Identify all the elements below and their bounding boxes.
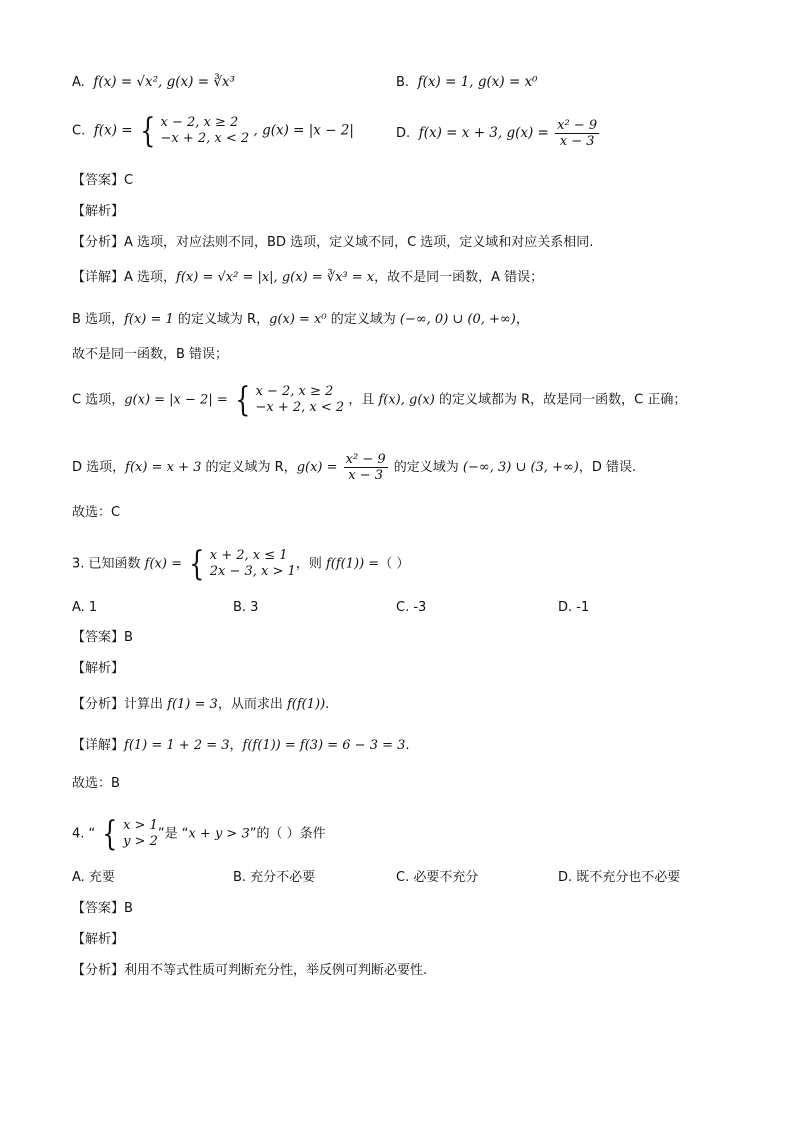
q3-option-b: B. 3: [233, 600, 259, 615]
option-letter: A.: [72, 75, 85, 90]
inequality-system: { x > 1 y > 2: [102, 814, 158, 854]
answer-value: B: [124, 630, 133, 645]
analysis-summary: 【分析】利用不等式性质可判断充分性，举反例可判断必要性.: [72, 963, 428, 978]
q2-option-d: [396, 118, 601, 149]
final-choice: 故选：C: [72, 505, 121, 520]
answer-line: [72, 171, 133, 191]
analysis-heading: 【解析】: [72, 932, 125, 947]
answer-line: 【答案】B: [72, 630, 133, 645]
analysis-heading: 【解析】: [72, 204, 125, 219]
detail-line-4: C 选项，g(x) = |x − 2| = { x − 2, x ≥ 2 −x + 2, x < 2 ，且 f(x), g(x) 的定义域都为 R，故是同一函数，C 正确；: [72, 380, 687, 420]
fraction: $\frac{\text{x² − 9}}{x - 3}$: [345, 452, 386, 483]
fenxi-text: A 选项，对应法则不同，BD 选项，定义域不同，C 选项，定义域和对应关系相同.: [124, 235, 594, 250]
q4-option-c: C. 必要不充分: [396, 870, 479, 885]
option-expression: f(x) = x + 3, g(x) =: [418, 125, 549, 141]
option-letter: C.: [72, 123, 86, 139]
q3-option-d: D. -1: [558, 600, 590, 615]
detail-line-3: 故不是同一函数，B 错误；: [72, 347, 229, 362]
answer-value: C: [124, 173, 134, 188]
q4-option-a: A. 充要: [72, 870, 115, 885]
analysis-summary: [72, 233, 593, 253]
detail-line-5: D 选项，f(x) = x + 3 的定义域为 R，g(x) = $\frac{\text{x² − 9}}{x - 3}$ 的定义域为 (−∞, 3) ∪ (3, +∞)，D 错误.: [72, 452, 637, 483]
detail-line-1: 【详解】A 选项，f(x) = √x² = |x|, g(x) = ∛x³ = x，故不是同一函数，A 错误；: [72, 270, 544, 285]
q3-option-c: C. -3: [396, 600, 427, 615]
piecewise-function: { x − 2, x ≥ 2 −x + 2, x < 2: [140, 111, 250, 151]
answer-label: 【答案】: [72, 173, 125, 188]
question-3-stem: 3. 已知函数 f(x) = { x + 2, x ≤ 1 2x − 3, x > 1 ，则 f(f(1)) =（ ）: [72, 544, 410, 584]
detail-line-2: B 选项，f(x) = 1 的定义域为 R，g(x) = x⁰ 的定义域为 (−∞, 0) ∪ (0, +∞)，: [72, 312, 529, 327]
analysis-heading: 【解析】: [72, 661, 125, 676]
q2-option-b: [396, 72, 538, 93]
answer-value: B: [124, 901, 133, 916]
final-choice: 故选：B: [72, 776, 120, 791]
answer-line: 【答案】B: [72, 901, 133, 916]
fenxi-label: 【分析】: [72, 235, 125, 250]
q4-option-b: B. 充分不必要: [233, 870, 316, 885]
q3-option-a: A. 1: [72, 600, 98, 615]
q4-option-d: D. 既不充分也不必要: [558, 870, 681, 885]
q2-option-c: [72, 111, 354, 151]
option-expression: f(x) = 1, g(x) = x⁰: [417, 74, 538, 90]
option-expression-tail: , g(x) = |x − 2|: [253, 122, 354, 139]
fraction: $\frac{\text{x² − 9}}{x - 3}$: [557, 118, 598, 149]
option-letter: B.: [396, 75, 410, 90]
analysis-summary: 【分析】计算出 f(1) = 3，从而求出 f(f(1)).: [72, 697, 330, 712]
piecewise-function: { x − 2, x ≥ 2 −x + 2, x < 2: [235, 380, 345, 420]
q2-option-a: [72, 72, 235, 93]
option-expression: f(x) =: [93, 122, 133, 139]
option-letter: D.: [396, 126, 411, 141]
detail-label: 【详解】: [72, 270, 125, 285]
option-expression: f(x) = √x², g(x) = ∛x³: [93, 74, 235, 90]
piecewise-function: { x + 2, x ≤ 1 2x − 3, x > 1: [189, 544, 296, 584]
detail-line: 【详解】f(1) = 1 + 2 = 3，f(f(1)) = f(3) = 6 − 3 = 3.: [72, 738, 410, 753]
question-4-stem: 4. “ { x > 1 y > 2 ”是 “x + y > 3”的（ ）条件: [72, 814, 326, 854]
